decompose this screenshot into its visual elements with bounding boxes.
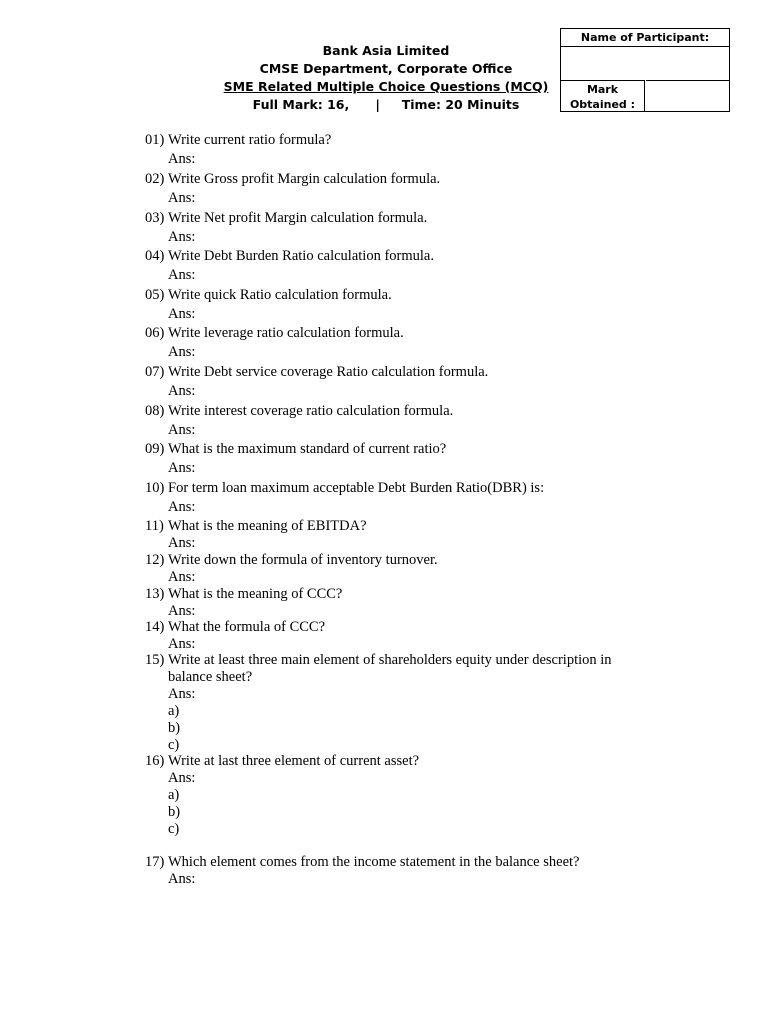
question-text: Write Debt service coverage Ratio calculation formula.	[168, 364, 489, 380]
question-number: 07)	[145, 364, 165, 380]
question-text: What is the meaning of CCC?	[168, 586, 343, 602]
answer-label: Ans:	[168, 871, 196, 887]
question-number: 13)	[145, 586, 165, 602]
question-text: Write quick Ratio calculation formula.	[168, 287, 392, 303]
question-number: 01)	[145, 132, 165, 148]
subject-title: SME Related Multiple Choice Questions (MCQ)	[223, 79, 549, 94]
question-text: Write Gross profit Margin calculation formula.	[168, 171, 441, 187]
question-number: 14)	[145, 619, 165, 635]
answer-option: c)	[168, 737, 180, 753]
question-number: 11)	[145, 518, 164, 534]
question-text: What is the maximum standard of current ratio?	[168, 441, 447, 457]
question-text: Write at last three element of current asset?	[168, 753, 420, 769]
answer-option: b)	[168, 720, 181, 736]
question-number: 05)	[145, 287, 165, 303]
answer-label: Ans:	[168, 229, 196, 245]
question-text: Write at least three main element of shareholders equity under description in	[168, 652, 612, 668]
answer-label: Ans:	[168, 190, 196, 206]
question-text: Write Net profit Margin calculation formula.	[168, 210, 428, 226]
question-text: What is the meaning of EBITDA?	[168, 518, 367, 534]
question-number: 02)	[145, 171, 165, 187]
participant-box	[560, 28, 730, 112]
mark-label-line2: Obtained :	[569, 98, 636, 111]
question-number: 09)	[145, 441, 165, 457]
question-number: 15)	[145, 652, 165, 668]
answer-label: Ans:	[168, 151, 196, 167]
answer-label: Ans:	[168, 499, 196, 515]
answer-label: Ans:	[168, 686, 196, 702]
question-number: 06)	[145, 325, 165, 341]
answer-label: Ans:	[168, 306, 196, 322]
answer-label: Ans:	[168, 535, 196, 551]
question-text: Write Debt Burden Ratio calculation formula.	[168, 248, 434, 264]
mark-label-line1: Mark	[586, 83, 619, 96]
question-text: Write leverage ratio calculation formula.	[168, 325, 404, 341]
answer-label: Ans:	[168, 569, 196, 585]
org-name: Bank Asia Limited	[322, 43, 450, 58]
question-text: What the formula of CCC?	[168, 619, 326, 635]
answer-label: Ans:	[168, 422, 196, 438]
question-text: Which element comes from the income statement in the balance sheet?	[168, 854, 580, 870]
answer-label: Ans:	[168, 383, 196, 399]
answer-label: Ans:	[168, 267, 196, 283]
question-number: 08)	[145, 403, 165, 419]
answer-option: b)	[168, 804, 181, 820]
answer-option: a)	[168, 787, 180, 803]
question-text: Write current ratio formula?	[168, 132, 332, 148]
question-number: 12)	[145, 552, 165, 568]
question-number: 03)	[145, 210, 165, 226]
question-text: balance sheet?	[168, 669, 253, 685]
answer-label: Ans:	[168, 603, 196, 619]
answer-label: Ans:	[168, 460, 196, 476]
question-text: Write down the formula of inventory turnover.	[168, 552, 438, 568]
mark-and-time: Full Mark: 16, | Time: 20 Minuits	[252, 97, 520, 112]
answer-option: a)	[168, 703, 180, 719]
mark-obtained-label	[561, 80, 645, 112]
question-text: Write interest coverage ratio calculation formula.	[168, 403, 454, 419]
question-number: 10)	[145, 480, 165, 496]
answer-label: Ans:	[168, 636, 196, 652]
answer-label: Ans:	[168, 770, 196, 786]
answer-option: c)	[168, 821, 180, 837]
participant-name-label: Name of Participant:	[561, 29, 729, 47]
question-number: 04)	[145, 248, 165, 264]
department-name: CMSE Department, Corporate Office	[259, 61, 513, 76]
mark-obtained-field[interactable]	[646, 80, 729, 113]
answer-label: Ans:	[168, 344, 196, 360]
question-text: For term loan maximum acceptable Debt Burden Ratio(DBR) is:	[168, 480, 545, 496]
question-number: 17)	[145, 854, 165, 870]
document-header	[196, 42, 576, 114]
question-number: 16)	[145, 753, 165, 769]
